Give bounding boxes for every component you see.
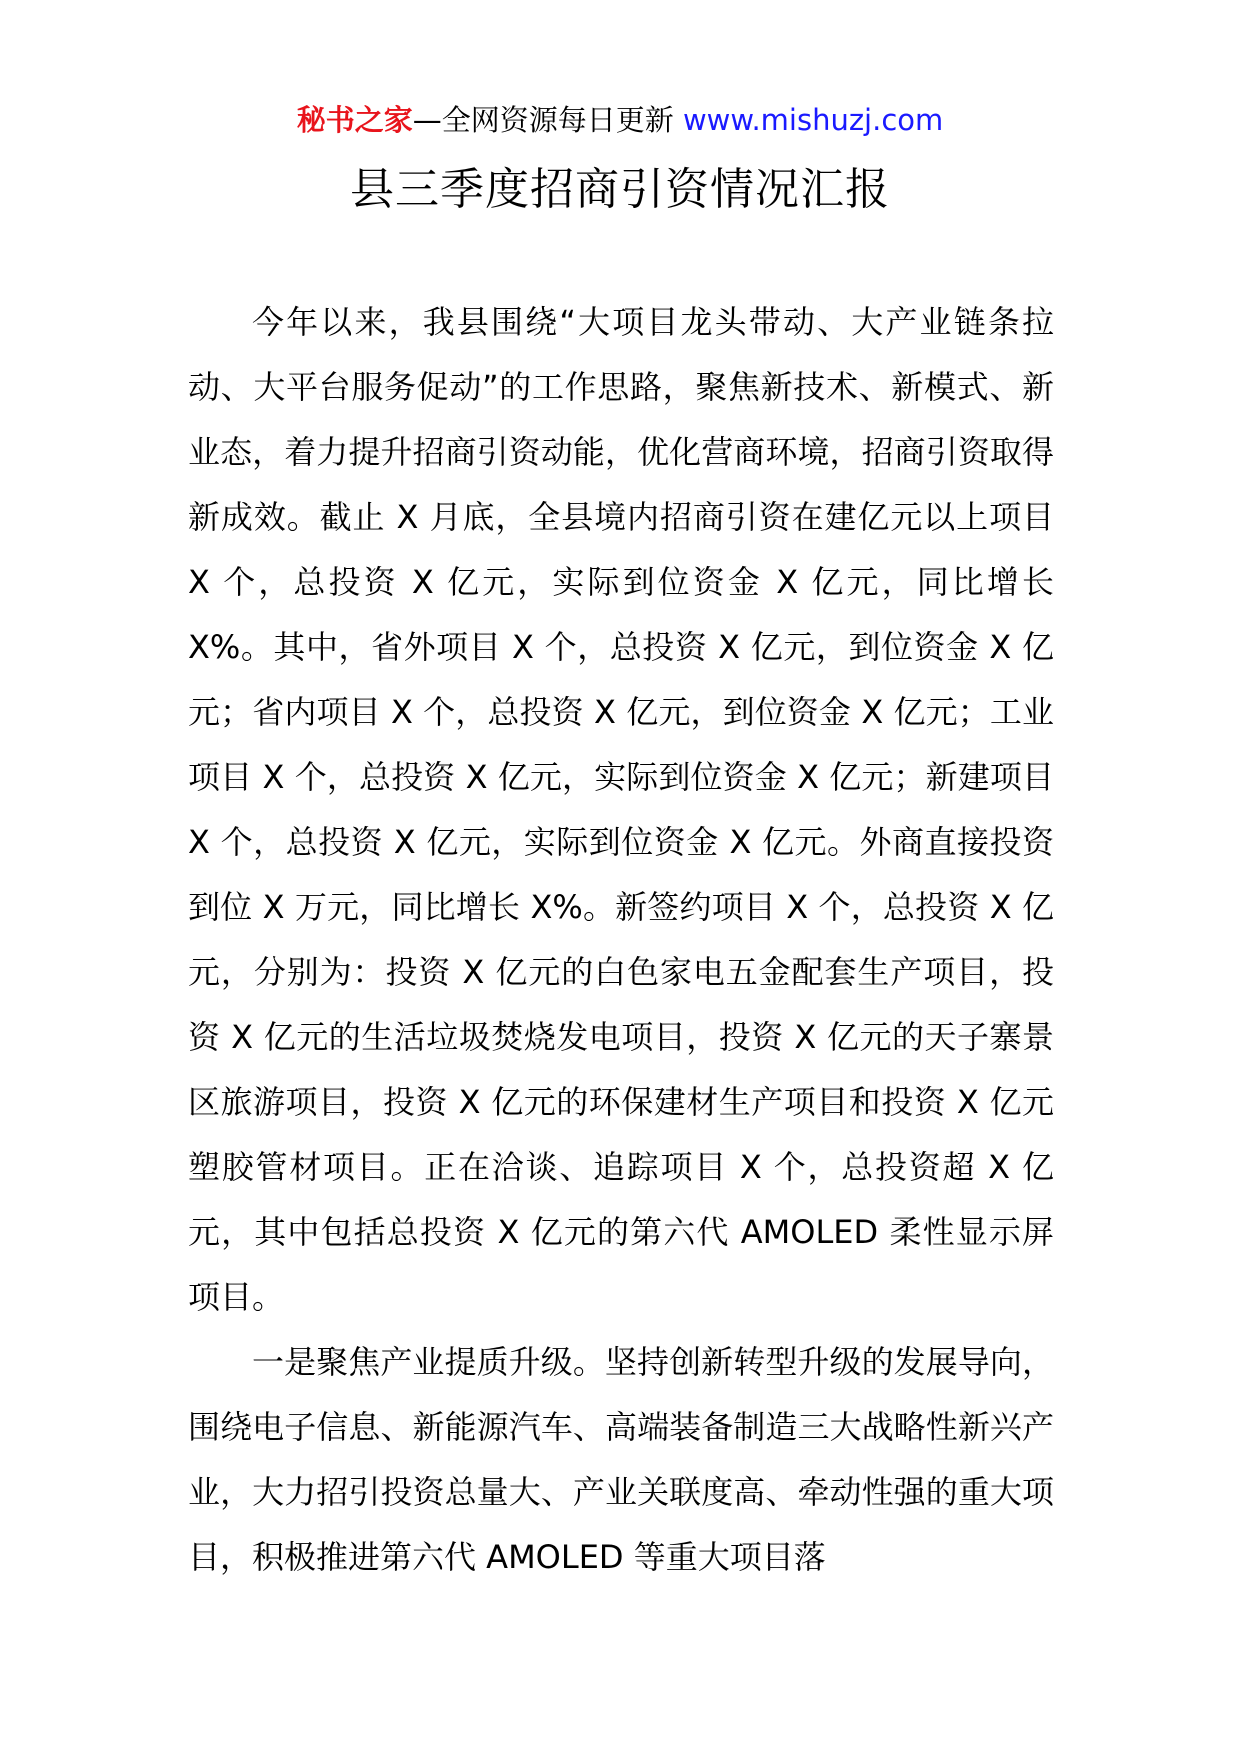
site-url[interactable]: www.mishuzj.com (682, 103, 944, 137)
document-body (188, 290, 1054, 1590)
paragraph: 今年以来，我县围绕“大项目龙头带动、大产业链条拉动、大平台服务促动”的工作思路，聚焦新技术、新模式、新业态，着力提升招商引资动能，优化营商环境，招商引资取得新成效。截止 X 月底，全县境内招商引资在建亿元以上项目 X 个，总投资 X 亿元，实际到位资金 X 亿元，同比增长 X%。其中，省外项目 X 个，总投资 X 亿元，到位资金 X 亿元；省内项目 X 个，总投资 X 亿元，到位资金 X 亿元；工业项目 X 个，总投资 X 亿元，实际到位资金 X 亿元；新建项目 X 个，总投资 X 亿元，实际到位资金 X 亿元。外商直接投资到位 X 万元，同比增长 X%。新签约项目 X 个，总投资 X 亿元，分别为：投资 X 亿元的白色家电五金配套生产项目，投资 X 亿元的生活垃圾焚烧发电项目，投资 X 亿元的天子寨景区旅游项目，投资 X 亿元的环保建材生产项目和投资 X 亿元塑胶管材项目。正在洽谈、追踪项目 X 个，总投资超 X 亿元，其中包括总投资 X 亿元的第六代 AMOLED 柔性显示屏项目。 (188, 303, 1054, 1316)
brand-name: 秘书之家 (296, 103, 413, 137)
document-title: 县三季度招商引资情况汇报 (350, 164, 890, 215)
header-slogan: —全网资源每日更新 (412, 103, 674, 137)
site-header (0, 100, 1240, 140)
paragraph: 一是聚焦产业提质升级。坚持创新转型升级的发展导向，围绕电子信息、新能源汽车、高端装备制造三大战略性新兴产业，大力招引投资总量大、产业关联度高、牵动性强的重大项目，积极推进第六代 AMOLED 等重大项目落 (188, 1343, 1054, 1576)
